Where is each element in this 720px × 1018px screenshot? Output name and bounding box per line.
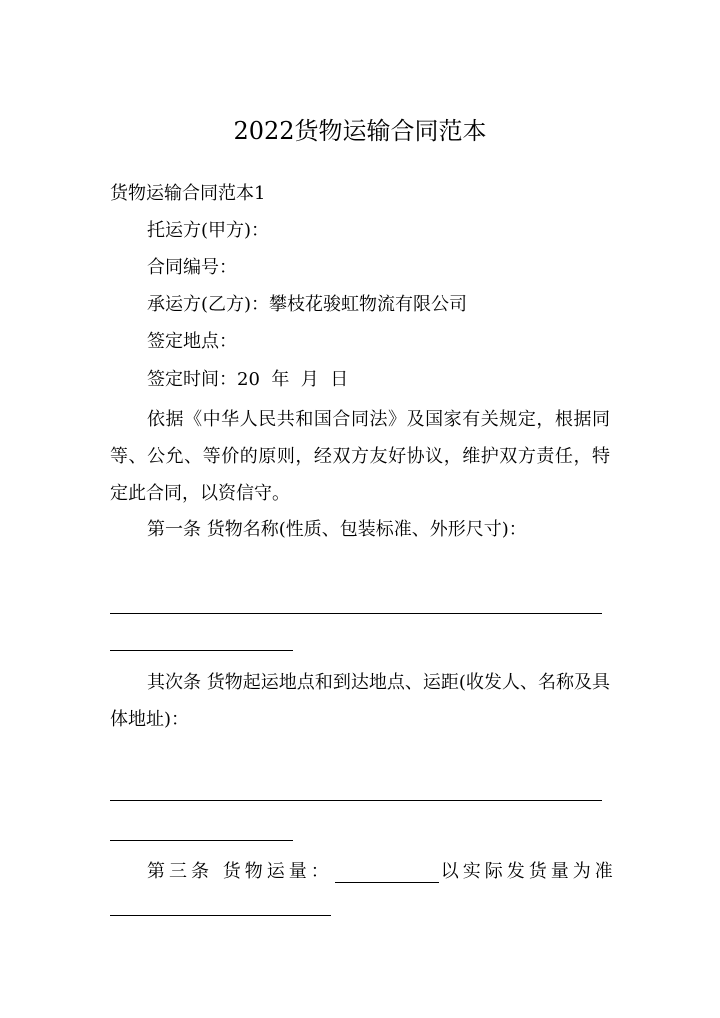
article-1: 第一条 货物名称(性质、包装标准、外形尺寸)：: [147, 519, 527, 540]
document-title: 2022货物运输合同范本: [233, 117, 487, 145]
shipper-line: 托运方(甲方)：: [147, 220, 270, 241]
intro-paragraph: 依据《中华人民共和国合同法》及国家有关规定，根据同等、公允、等价的原则，经双方友好协议，维护双方责任，特定此合同，以资信守。: [110, 409, 610, 504]
section-heading: 货物运输合同范本1: [110, 183, 266, 204]
quantity-blank: [335, 860, 439, 883]
sign-time-line: 签定时间：20 年 月 日: [147, 369, 349, 390]
blank-line: [110, 800, 602, 801]
article-3-note: 以实际发货量为准: [440, 861, 617, 882]
blank-line: [110, 840, 293, 841]
blank-line: [110, 650, 293, 651]
blank-line: [110, 613, 602, 614]
article-3: [147, 858, 617, 886]
article-2: 其次条 货物起运地点和到达地点、运距(收发人、名称及具体地址)：: [110, 672, 610, 730]
contract-number-line: 合同编号：: [147, 257, 237, 278]
sign-place-line: 签定地点：: [147, 331, 237, 352]
article-3-label: 第三条 货物运量：: [147, 861, 333, 882]
carrier-line: 承运方(乙方)：攀枝花骏虹物流有限公司: [147, 294, 468, 315]
blank-line: [110, 915, 331, 916]
